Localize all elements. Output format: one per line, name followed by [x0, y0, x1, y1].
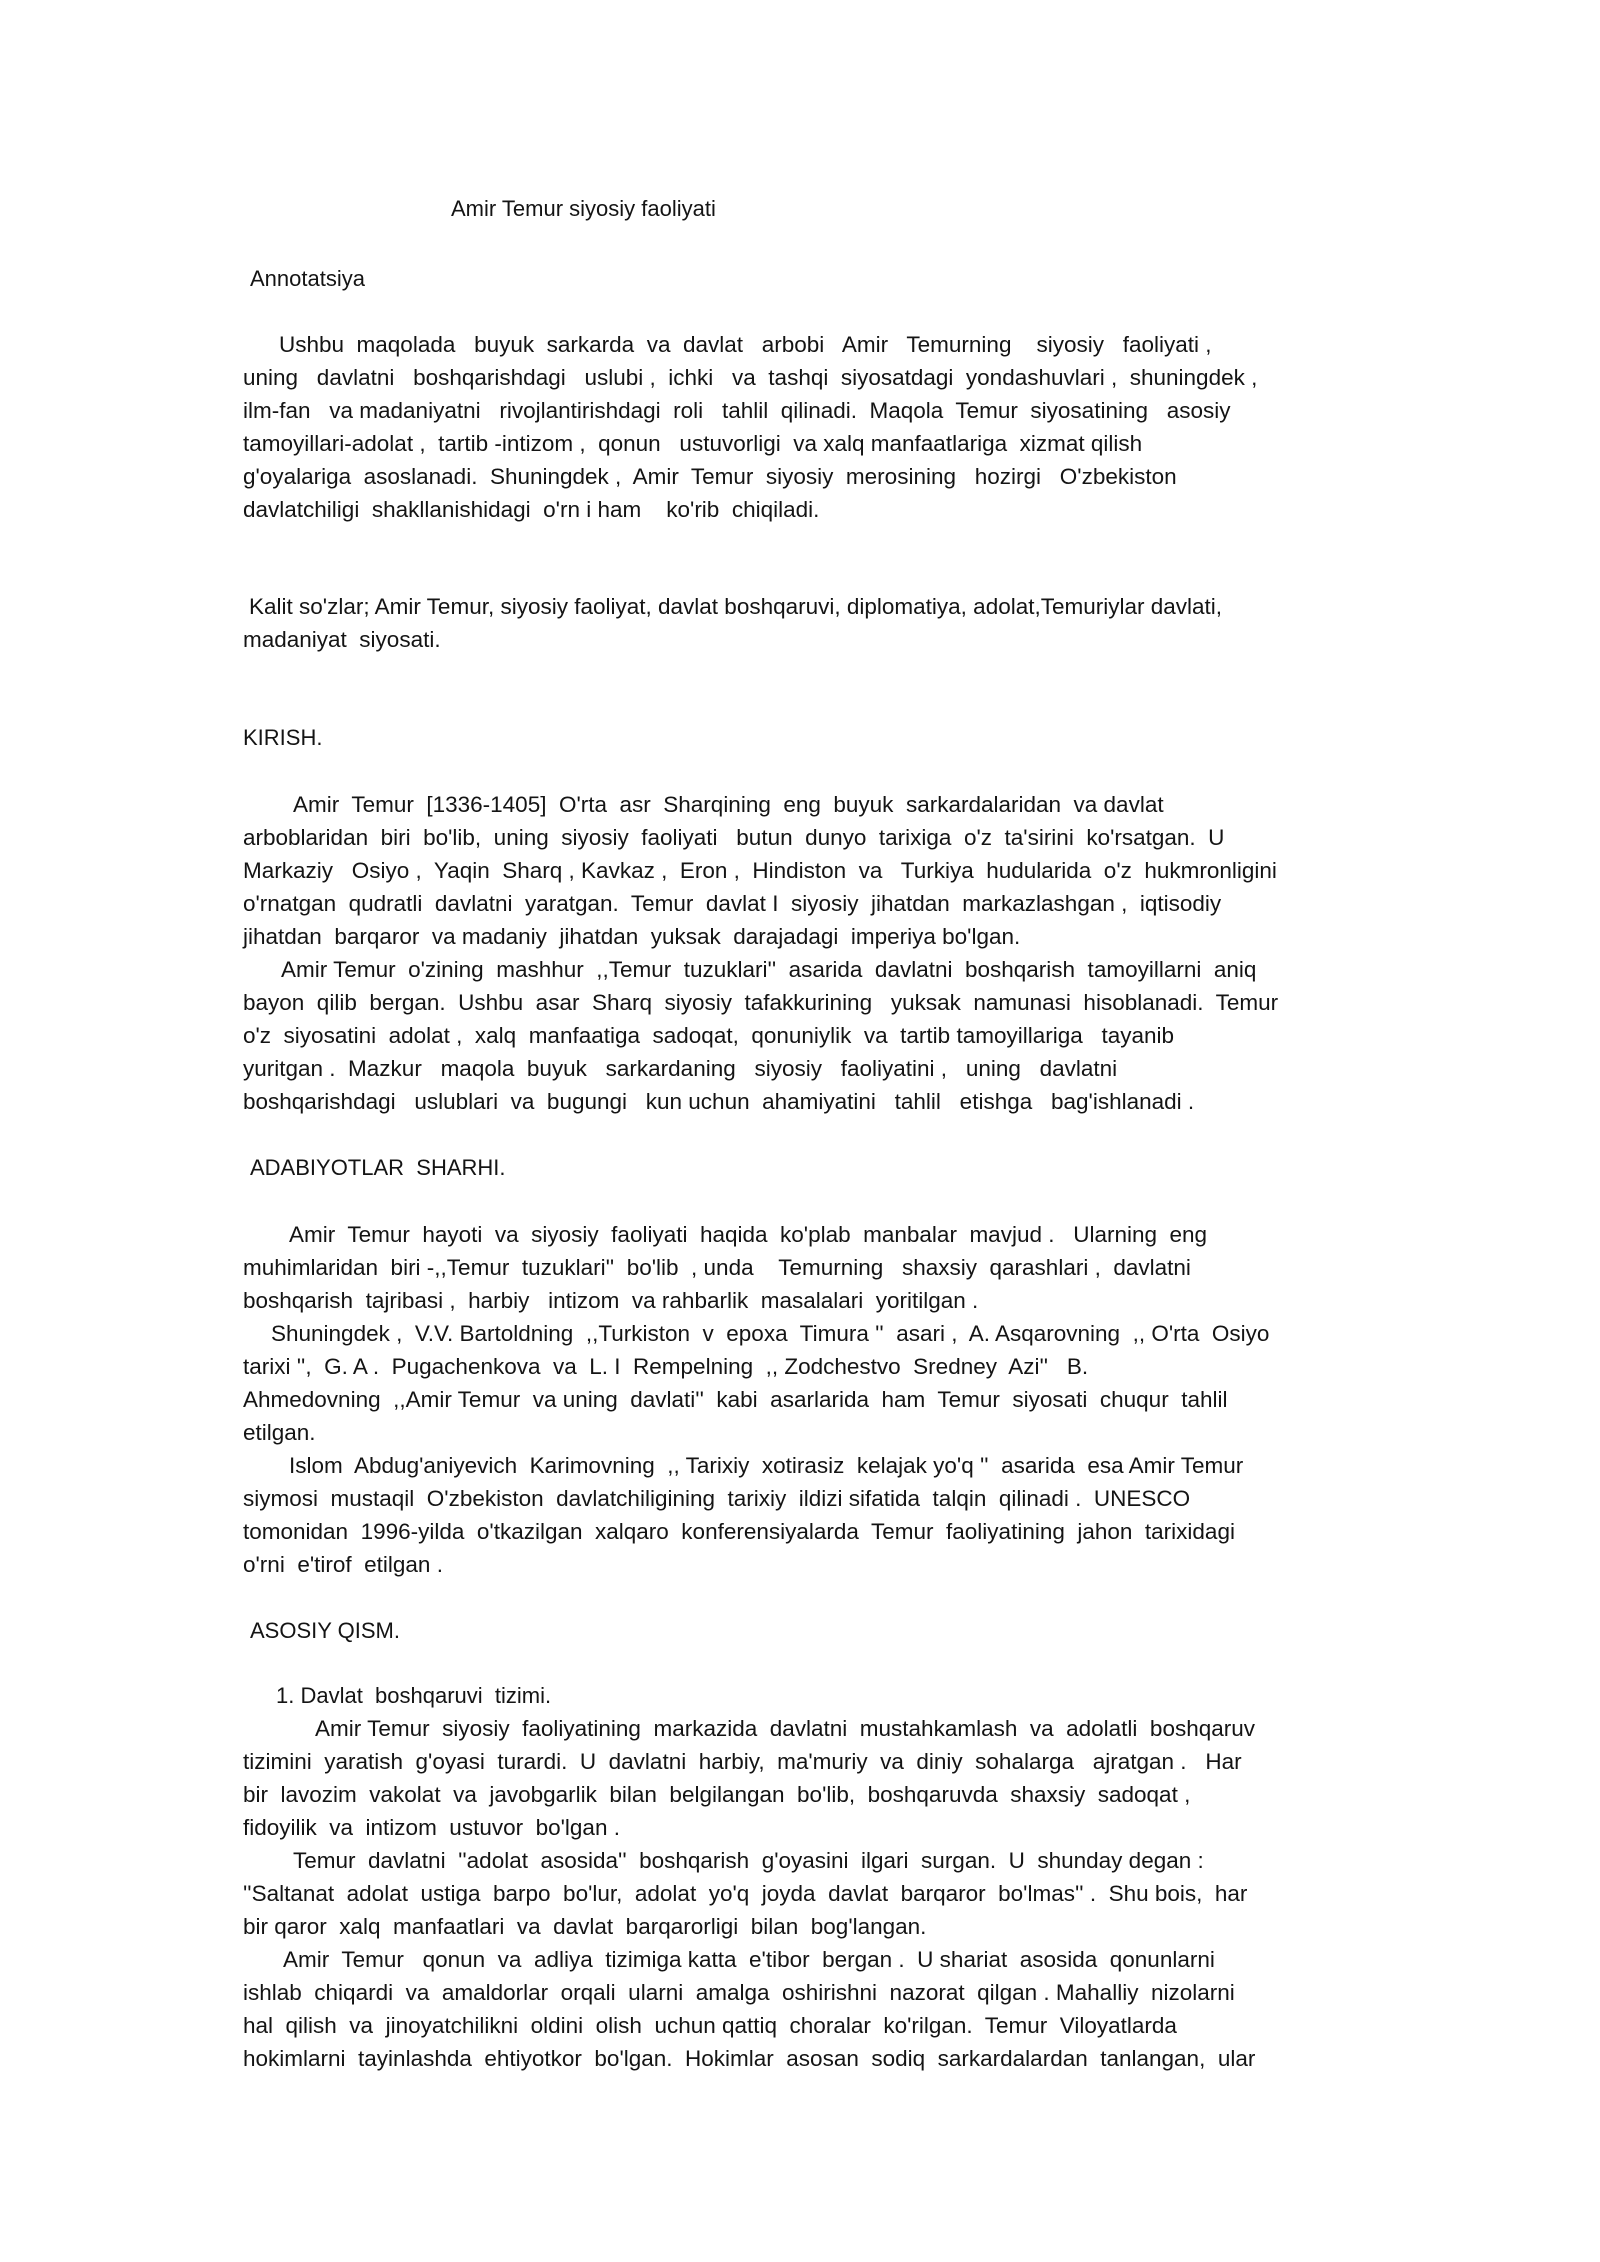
main-subheading: 1. Davlat boshqaruvi tizimi.: [276, 1683, 552, 1708]
annotation-line: Ushbu maqolada buyuk sarkarda va davlat arbobi Amir Temurning siyosiy faoliyati ,: [279, 332, 1212, 357]
intro-line: bayon qilib bergan. Ushbu asar Sharq siyosiy tafakkurining yuksak namunasi hisoblanadi. Temur: [243, 990, 1279, 1015]
review-line: muhimlaridan biri -,,Temur tuzuklari'' bo'lib , unda Temurning shaxsiy qarashlari , davlatni: [243, 1255, 1191, 1280]
review-line: Ahmedovning ,,Amir Temur va uning davlati'' kabi asarlarida ham Temur siyosati chuqur tahlil: [243, 1387, 1228, 1412]
keywords-line: madaniyat siyosati.: [243, 627, 441, 652]
intro-paragraph: [243, 788, 1363, 1118]
main-line: Amir Temur siyosiy faoliyatining markazida davlatni mustahkamlash va adolatli boshqaruv: [315, 1716, 1256, 1741]
review-line: etilgan.: [243, 1420, 316, 1445]
review-line: tomonidan 1996-yilda o'tkazilgan xalqaro konferensiyalarda Temur faoliyatining jahon tarixidagi: [243, 1519, 1235, 1544]
intro-line: o'z siyosatini adolat , xalq manfaatiga sadoqat, qonuniylik va tartib tamoyillariga tayanib: [243, 1023, 1175, 1048]
annotation-heading: Annotatsiya: [250, 266, 365, 291]
review-line: tarixi '', G. A . Pugachenkova va L. I Rempelning ,, Zodchestvo Sredney Azi'' B.: [243, 1354, 1089, 1379]
review-line: boshqarish tajribasi , harbiy intizom va rahbarlik masalalari yoritilgan .: [243, 1288, 979, 1313]
annotation-line: ilm-fan va madaniyatni rivojlantirishdagi roli tahlil qilinadi. Maqola Temur siyosatining asosiy: [243, 398, 1231, 423]
main-line: fidoyilik va intizom ustuvor bo'lgan .: [243, 1815, 620, 1840]
main-line: ishlab chiqardi va amaldorlar orqali ularni amalga oshirishni nazorat qilgan . Mahalliy nizolarni: [243, 1980, 1235, 2005]
keywords-paragraph: [243, 590, 1363, 656]
main-line: tizimini yaratish g'oyasi turardi. U davlatni harbiy, ma'muriy va diniy sohalarga ajratgan . Har: [243, 1749, 1242, 1774]
main-line: hal qilish va jinoyatchilikni oldini olish uchun qattiq choralar ko'rilgan. Temur Viloyatlarda: [243, 2013, 1177, 2038]
intro-heading: KIRISH.: [243, 725, 323, 750]
review-line: o'rni e'tirof etilgan .: [243, 1552, 443, 1577]
review-paragraph: [243, 1218, 1363, 1581]
intro-line: yuritgan . Mazkur maqola buyuk sarkardaning siyosiy faoliyatini , uning davlatni: [243, 1056, 1118, 1081]
intro-line: Amir Temur o'zining mashhur ,,Temur tuzuklari'' asarida davlatni boshqarish tamoyillarni aniq: [281, 957, 1257, 982]
annotation-line: uning davlatni boshqarishdagi uslubi , ichki va tashqi siyosatdagi yondashuvlari , shuningdek ,: [243, 365, 1258, 390]
main-line: bir lavozim vakolat va javobgarlik bilan belgilangan bo'lib, boshqaruvda shaxsiy sadoqat ,: [243, 1782, 1191, 1807]
review-line: Shuningdek , V.V. Bartoldning ,,Turkiston v epoxa Timura '' asari , A. Asqarovning ,, O'rta Osiyo: [271, 1321, 1270, 1346]
intro-line: Markaziy Osiyo , Yaqin Sharq , Kavkaz , Eron , Hindiston va Turkiya hudularida o'z hukmronligini: [243, 858, 1277, 883]
review-line: Amir Temur hayoti va siyosiy faoliyati haqida ko'plab manbalar mavjud . Ularning eng: [289, 1222, 1208, 1247]
document-title: Amir Temur siyosiy faoliyati: [451, 196, 716, 221]
annotation-line: davlatchiligi shakllanishidagi o'rn i ham ko'rib chiqiladi.: [243, 497, 820, 522]
intro-line: arboblaridan biri bo'lib, uning siyosiy faoliyati butun dunyo tarixiga o'z ta'sirini ko'rsatgan. U: [243, 825, 1225, 850]
review-line: Islom Abdug'aniyevich Karimovning ,, Tarixiy xotirasiz kelajak yo'q '' asarida esa Amir Temur: [289, 1453, 1244, 1478]
main-line: Amir Temur qonun va adliya tizimiga katta e'tibor bergan . U shariat asosida qonunlarni: [283, 1947, 1215, 1972]
annotation-paragraph: [243, 328, 1363, 526]
main-heading: ASOSIY QISM.: [250, 1618, 400, 1643]
review-line: siymosi mustaqil O'zbekiston davlatchiligining tarixiy ildizi sifatida talqin qilinadi . UNESCO: [243, 1486, 1191, 1511]
main-line: ''Saltanat adolat ustiga barpo bo'lur, adolat yo'q joyda davlat barqaror bo'lmas'' . Shu bois, har: [243, 1881, 1248, 1906]
main-paragraph: [243, 1712, 1363, 2075]
keywords-line: Kalit so'zlar; Amir Temur, siyosiy faoliyat, davlat boshqaruvi, diplomatiya, adolat,Temuriylar davlati,: [249, 594, 1223, 619]
main-line: hokimlarni tayinlashda ehtiyotkor bo'lgan. Hokimlar asosan sodiq sarkardalardan tanlangan, ular: [243, 2046, 1256, 2071]
main-line: bir qaror xalq manfaatlari va davlat barqarorligi bilan bog'langan.: [243, 1914, 927, 1939]
annotation-line: tamoyillari-adolat , tartib -intizom , qonun ustuvorligi va xalq manfaatlariga xizmat qilish: [243, 431, 1143, 456]
intro-line: boshqarishdagi uslublari va bugungi kun uchun ahamiyatini tahlil etishga bag'ishlanadi .: [243, 1089, 1195, 1114]
main-line: Temur davlatni ''adolat asosida'' boshqarish g'oyasini ilgari surgan. U shunday degan :: [293, 1848, 1204, 1873]
intro-line: jihatdan barqaror va madaniy jihatdan yuksak darajadagi imperiya bo'lgan.: [243, 924, 1021, 949]
intro-line: o'rnatgan qudratli davlatni yaratgan. Temur davlat I siyosiy jihatdan markazlashgan , iqtisodiy: [243, 891, 1222, 916]
intro-line: Amir Temur [1336-1405] O'rta asr Sharqining eng buyuk sarkardalaridan va davlat: [293, 792, 1164, 817]
annotation-line: g'oyalariga asoslanadi. Shuningdek , Amir Temur siyosiy merosining hozirgi O'zbekiston: [243, 464, 1177, 489]
review-heading: ADABIYOTLAR SHARHI.: [250, 1155, 506, 1180]
